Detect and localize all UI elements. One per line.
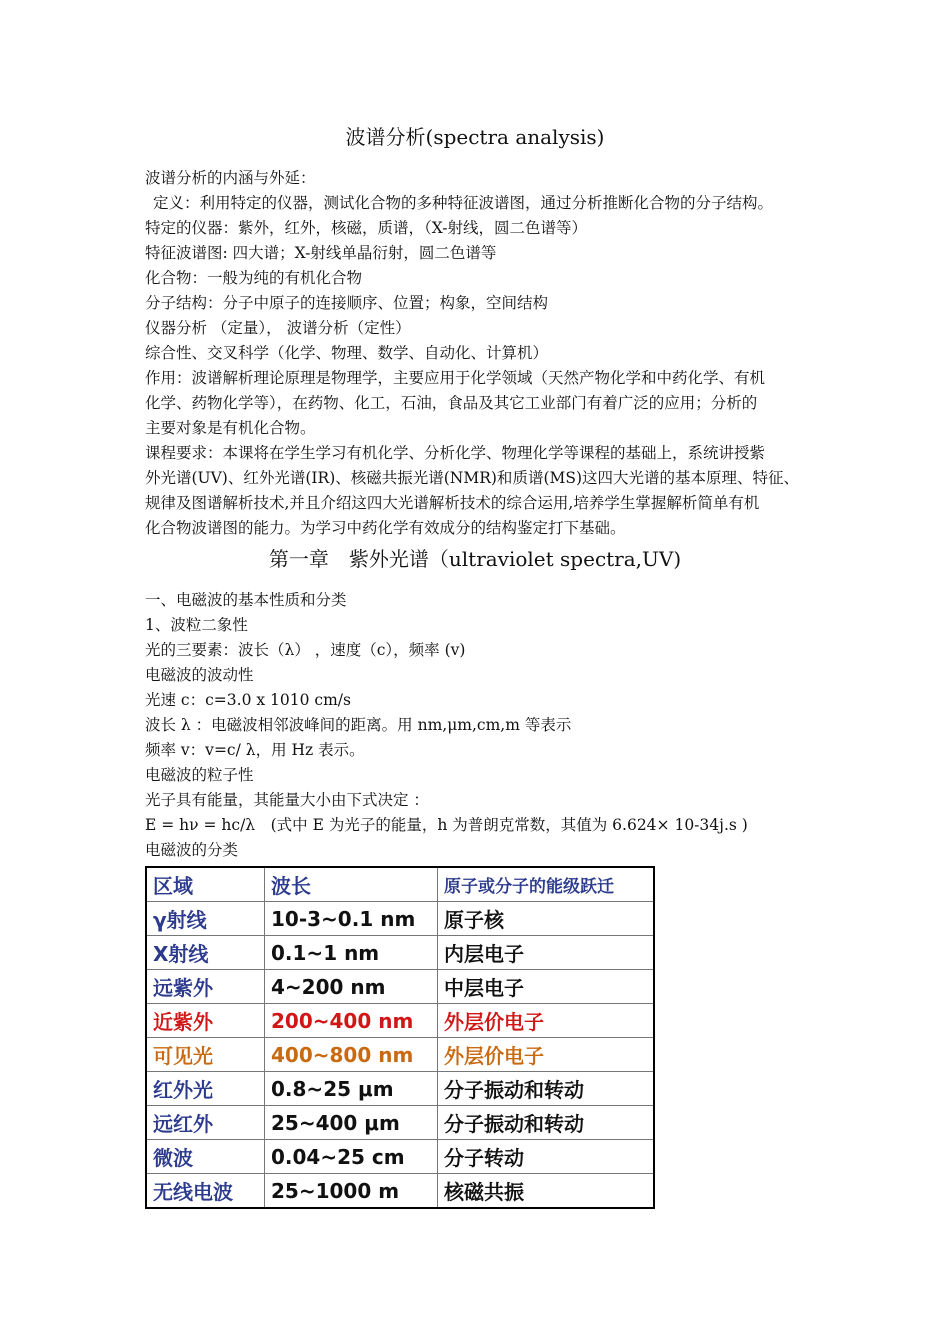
wavelength-cell: 25~400 μm bbox=[265, 1106, 438, 1140]
intro-line: 波谱分析的内涵与外延： bbox=[145, 169, 316, 187]
chapter-heading: 第一章 紫外光谱（ultraviolet spectra,UV) bbox=[268, 547, 682, 571]
transition-cell: 内层电子 bbox=[438, 936, 655, 970]
section-line: 一、电磁波的基本性质和分类 bbox=[145, 591, 347, 609]
table-row bbox=[146, 1140, 654, 1174]
region-cell: 远紫外 bbox=[146, 970, 265, 1004]
intro-line: 定义：利用特定的仪器，测试化合物的多种特征波谱图，通过分析推断化合物的分子结构。 bbox=[153, 194, 774, 212]
section-body bbox=[145, 588, 810, 863]
table-row bbox=[146, 1106, 654, 1140]
region-cell: 微波 bbox=[146, 1140, 265, 1174]
header-cell: 原子或分子的能级跃迁 bbox=[438, 867, 655, 902]
table-row bbox=[146, 1004, 654, 1038]
table-header-row bbox=[146, 867, 654, 902]
transition-cell: 外层价电子 bbox=[438, 1004, 655, 1038]
table-row bbox=[146, 970, 654, 1004]
header-cell: 波长 bbox=[265, 867, 438, 902]
section-line: 波长 λ ：电磁波相邻波峰间的距离。用 nm,μm,cm,m 等表示 bbox=[145, 716, 572, 734]
wavelength-cell: 200~400 nm bbox=[265, 1004, 438, 1038]
region-cell: 无线电波 bbox=[146, 1174, 265, 1209]
intro-line: 仪器分析 （定量）， 波谱分析（定性） bbox=[145, 319, 411, 337]
intro-line: 规律及图谱解析技术,并且介绍这四大光谱解析技术的综合运用,培养学生掌握解析简单有机 bbox=[145, 494, 760, 512]
intro-line: 外光谱(UV)、红外光谱(IR)、核磁共振光谱(NMR)和质谱(MS)这四大光谱的基本原理、特征、 bbox=[145, 469, 800, 487]
intro-line: 特征波谱图: 四大谱；X-射线单晶衍射，圆二色谱等 bbox=[145, 244, 497, 262]
transition-cell: 核磁共振 bbox=[438, 1174, 655, 1209]
wavelength-cell: 0.04~25 cm bbox=[265, 1140, 438, 1174]
transition-cell: 中层电子 bbox=[438, 970, 655, 1004]
intro-line: 特定的仪器：紫外，红外，核磁，质谱，（X-射线，圆二色谱等） bbox=[145, 219, 587, 237]
intro-line: 作用：波谱解析理论原理是物理学，主要应用于化学领域（天然产物化学和中药化学、有机 bbox=[145, 369, 766, 387]
intro-line: 分子结构：分子中原子的连接顺序、位置；构象，空间结构 bbox=[145, 294, 549, 312]
intro-line: 综合性、交叉科学（化学、物理、数学、自动化、计算机） bbox=[145, 344, 549, 362]
header-cell: 区域 bbox=[146, 867, 265, 902]
intro-line: 化合物波谱图的能力。为学习中药化学有效成分的结构鉴定打下基础。 bbox=[145, 519, 626, 537]
region-cell: 近紫外 bbox=[146, 1004, 265, 1038]
transition-cell: 外层价电子 bbox=[438, 1038, 655, 1072]
region-cell: X射线 bbox=[146, 936, 265, 970]
section-line: 电磁波的粒子性 bbox=[145, 766, 254, 784]
section-line: 光子具有能量，其能量大小由下式决定 ： bbox=[145, 791, 429, 809]
transition-cell: 分子转动 bbox=[438, 1140, 655, 1174]
region-cell: 红外光 bbox=[146, 1072, 265, 1106]
transition-cell: 原子核 bbox=[438, 902, 655, 936]
table-row bbox=[146, 1038, 654, 1072]
section-line: 光的三要素：波长（λ） ，速度（c），频率 (v) bbox=[145, 641, 466, 659]
region-cell: 可见光 bbox=[146, 1038, 265, 1072]
wavelength-cell: 10-3~0.1 nm bbox=[265, 902, 438, 936]
wavelength-cell: 25~1000 m bbox=[265, 1174, 438, 1209]
table-row bbox=[146, 902, 654, 936]
section-line: 电磁波的分类 bbox=[145, 841, 239, 859]
wavelength-cell: 0.1~1 nm bbox=[265, 936, 438, 970]
page-title: 波谱分析(spectra analysis) bbox=[345, 125, 605, 149]
section-line: 1、波粒二象性 bbox=[145, 616, 248, 634]
region-cell: 远红外 bbox=[146, 1106, 265, 1140]
em-spectrum-table bbox=[145, 866, 655, 1209]
intro-line: 课程要求：本课将在学生学习有机化学、分析化学、物理化学等课程的基础上，系统讲授紫 bbox=[145, 444, 766, 462]
wavelength-cell: 0.8~25 μm bbox=[265, 1072, 438, 1106]
intro-line: 主要对象是有机化合物。 bbox=[145, 419, 316, 437]
wavelength-cell: 400~800 nm bbox=[265, 1038, 438, 1072]
transition-cell: 分子振动和转动 bbox=[438, 1072, 655, 1106]
intro-line: 化学、药物化学等），在药物、化工，石油，食品及其它工业部门有着广泛的应用；分析的 bbox=[145, 394, 758, 412]
table-row bbox=[146, 1072, 654, 1106]
intro-line: 化合物：一般为纯的有机化合物 bbox=[145, 269, 363, 287]
intro-section bbox=[145, 166, 810, 541]
section-line: 光速 c：c=3.0 x 1010 cm/s bbox=[145, 691, 351, 709]
table-row bbox=[146, 936, 654, 970]
section-line: 电磁波的波动性 bbox=[145, 666, 254, 684]
table-row bbox=[146, 1174, 654, 1209]
region-cell: γ射线 bbox=[146, 902, 265, 936]
section-line: E = hν = hc/λ (式中 E 为光子的能量，h 为普朗克常数，其值为 6.624× 10-34j.s ) bbox=[145, 816, 748, 834]
wavelength-cell: 4~200 nm bbox=[265, 970, 438, 1004]
section-line: 频率 v：v=c/ λ，用 Hz 表示。 bbox=[145, 741, 365, 759]
transition-cell: 分子振动和转动 bbox=[438, 1106, 655, 1140]
